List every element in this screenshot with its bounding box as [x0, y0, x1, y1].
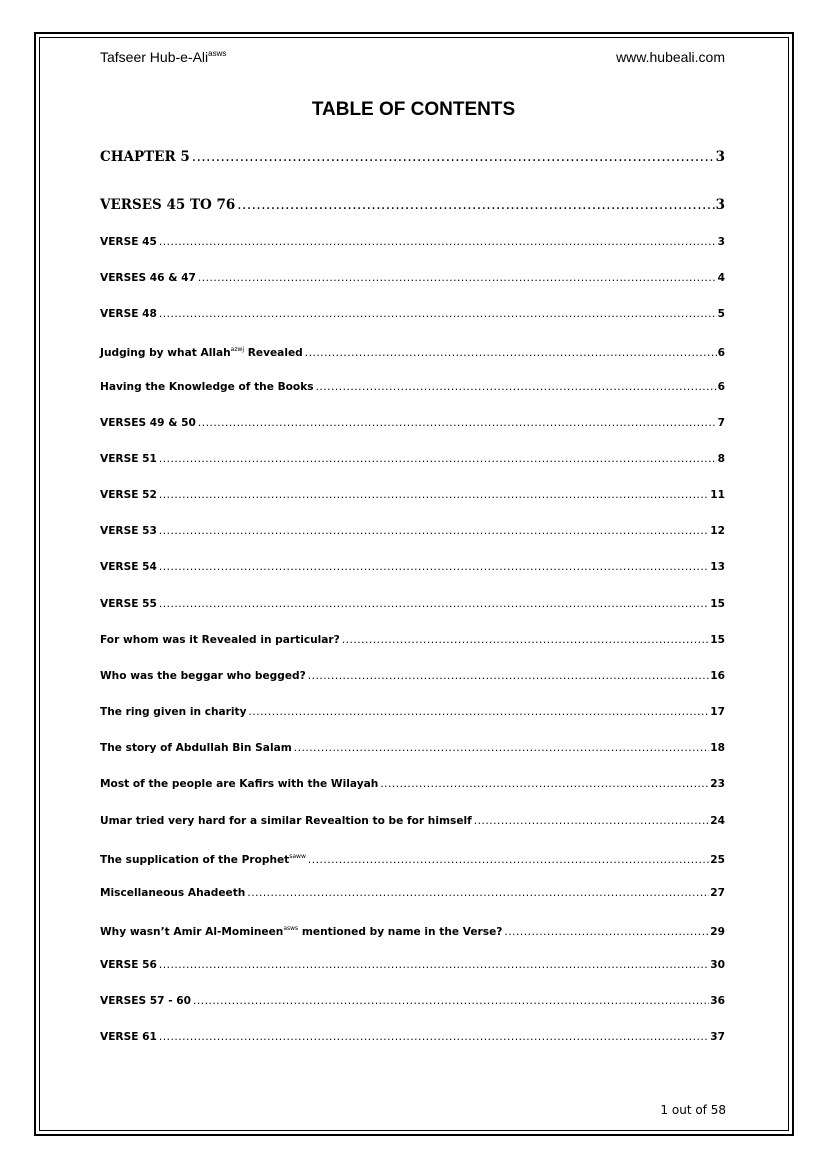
toc-entry-label: VERSES 49 & 50: [100, 417, 196, 429]
toc-entry-label: VERSE 54: [100, 561, 157, 573]
toc-entry-label: CHAPTER 5: [100, 149, 190, 165]
toc-entry-page: 13: [710, 561, 725, 573]
toc-entry-page: 16: [710, 670, 725, 682]
toc-entry-label: Why wasn’t Amir Al-Momineen$^{asws}$ mentioned by name in the Verse?: [100, 925, 503, 938]
toc-entry-label: Judging by what Allah$^{azwj}$ Revealed: [100, 346, 303, 359]
toc-entry-page: 17: [710, 706, 725, 718]
toc-entry[interactable]: [100, 885, 725, 901]
toc-leader-dots: [159, 1029, 709, 1045]
table-of-contents: [100, 0, 725, 1169]
toc-entry[interactable]: [100, 559, 725, 575]
toc-entry-label: VERSE 55: [100, 598, 157, 610]
toc-entry-page: 18: [710, 742, 725, 754]
toc-leader-dots: [159, 451, 717, 467]
toc-entry[interactable]: [100, 993, 725, 1009]
page-title: TABLE OF CONTENTS: [311, 99, 516, 120]
toc-entry-label: VERSE 56: [100, 959, 157, 971]
toc-entry-label: Miscellaneous Ahadeeth: [100, 887, 246, 899]
toc-entry-label: VERSES 46 & 47: [100, 272, 196, 284]
toc-entry-page: 5: [717, 308, 725, 320]
toc-entry[interactable]: [100, 270, 725, 286]
toc-entry-label: VERSE 52: [100, 489, 157, 501]
toc-leader-dots: [237, 195, 714, 215]
toc-entry[interactable]: [100, 451, 725, 467]
toc-entry-page: 11: [710, 489, 725, 501]
toc-entry[interactable]: [100, 921, 725, 940]
toc-entry[interactable]: [100, 740, 725, 756]
toc-leader-dots: [294, 740, 709, 756]
toc-entry[interactable]: [100, 379, 725, 395]
toc-entry-page: 36: [710, 995, 725, 1007]
toc-leader-dots: [159, 596, 709, 612]
toc-entry-label: VERSE 51: [100, 453, 157, 465]
toc-entry[interactable]: [100, 957, 725, 973]
toc-leader-dots: [159, 306, 717, 322]
toc-entry[interactable]: [100, 342, 725, 361]
toc-entry-label: Most of the people are Kafirs with the Wilayah: [100, 778, 379, 790]
toc-entry[interactable]: [100, 1029, 725, 1045]
toc-entry[interactable]: [100, 487, 725, 503]
header-title-text: Tafseer Hub-e-Ali: [100, 49, 209, 65]
toc-entry-label: VERSE 45: [100, 236, 157, 248]
toc-entry-page: 4: [717, 272, 725, 284]
toc-leader-dots: [159, 487, 709, 503]
header-website[interactable]: www.hubeali.com: [616, 49, 725, 65]
toc-leader-dots: [249, 704, 710, 720]
toc-entry-page: 15: [710, 634, 725, 646]
toc-entry-label: Umar tried very hard for a similar Revealtion to be for himself: [100, 815, 472, 827]
toc-leader-dots: [474, 813, 709, 829]
toc-entry-page: 6: [717, 347, 725, 359]
toc-entry-label: VERSES 45 TO 76: [100, 197, 236, 213]
toc-entry[interactable]: [100, 147, 725, 167]
toc-entry[interactable]: [100, 195, 725, 215]
toc-leader-dots: [159, 957, 709, 973]
toc-leader-dots: [308, 668, 710, 684]
toc-entry-page: 12: [710, 525, 725, 537]
toc-entry[interactable]: [100, 849, 725, 868]
toc-entry-page: 3: [717, 236, 725, 248]
toc-entry-label: Having the Knowledge of the Books: [100, 381, 314, 393]
toc-entry-label: For whom was it Revealed in particular?: [100, 634, 340, 646]
toc-entry-label: The story of Abdullah Bin Salam: [100, 742, 292, 754]
toc-entry-page: 37: [710, 1031, 725, 1043]
toc-entry[interactable]: [100, 668, 725, 684]
toc-entry-page: 15: [710, 598, 725, 610]
toc-leader-dots: [198, 270, 717, 286]
toc-entry-page: 30: [710, 959, 725, 971]
toc-entry[interactable]: [100, 234, 725, 250]
toc-entry-page: 3: [715, 197, 725, 213]
toc-entry-page: 24: [710, 815, 725, 827]
page-number: 1 out of 58: [660, 1103, 726, 1117]
toc-entry[interactable]: [100, 776, 725, 792]
toc-leader-dots: [192, 147, 715, 167]
toc-entry-page: 25: [710, 854, 725, 866]
toc-leader-dots: [316, 379, 717, 395]
toc-leader-dots: [159, 523, 709, 539]
toc-entry[interactable]: [100, 632, 725, 648]
toc-entry[interactable]: [100, 813, 725, 829]
toc-entry-page: 8: [717, 453, 725, 465]
toc-entry[interactable]: [100, 596, 725, 612]
toc-entry-label: VERSE 48: [100, 308, 157, 320]
toc-entry[interactable]: [100, 523, 725, 539]
toc-entry[interactable]: [100, 415, 725, 431]
toc-entry-page: 3: [715, 149, 725, 165]
toc-leader-dots: [305, 345, 717, 361]
toc-entry-page: 29: [710, 926, 725, 938]
toc-leader-dots: [193, 993, 709, 1009]
toc-entry-label: Who was the beggar who begged?: [100, 670, 306, 682]
toc-entry-label: The supplication of the Prophet$^{saww}$: [100, 853, 306, 866]
toc-entry-label: VERSES 57 - 60: [100, 995, 192, 1007]
toc-leader-dots: [198, 415, 717, 431]
toc-leader-dots: [342, 632, 709, 648]
toc-entry-page: 6: [717, 381, 725, 393]
toc-entry-page: 23: [710, 778, 725, 790]
toc-leader-dots: [504, 924, 709, 940]
toc-entry-page: 7: [717, 417, 725, 429]
toc-leader-dots: [247, 885, 709, 901]
toc-entry-label: VERSE 53: [100, 525, 157, 537]
toc-leader-dots: [308, 852, 709, 868]
toc-leader-dots: [380, 776, 709, 792]
toc-leader-dots: [159, 234, 717, 250]
toc-entry-label: The ring given in charity: [100, 706, 247, 718]
toc-entry-label: VERSE 61: [100, 1031, 157, 1043]
toc-entry-page: 27: [710, 887, 725, 899]
toc-entry[interactable]: [100, 306, 725, 322]
header-title-honorific: asws: [208, 49, 227, 58]
toc-entry[interactable]: [100, 704, 725, 720]
toc-leader-dots: [159, 559, 709, 575]
